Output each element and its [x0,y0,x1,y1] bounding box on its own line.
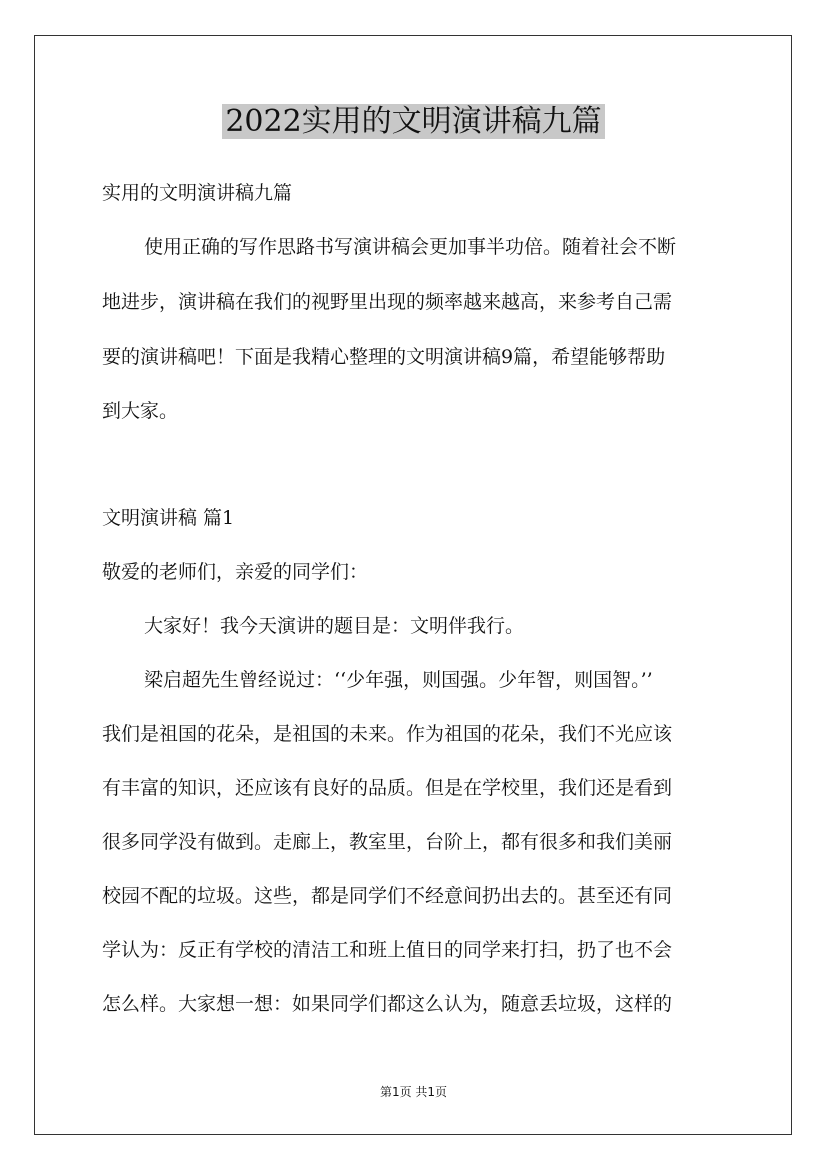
intro-line-2: 地进步，演讲稿在我们的视野里出现的频率越来越高，来参考自己需 [102,291,673,313]
body-line-6: 学认为：反正有学校的清洁工和班上值日的同学来打扫，扔了也不会 [102,939,673,961]
intro-line-1: 使用正确的写作思路书写演讲稿会更加事半功倍。随着社会不断 [144,236,677,258]
intro-line-4: 到大家。 [102,400,179,422]
intro-line-3: 要的演讲稿吧！下面是我精心整理的文明演讲稿9篇，希望能够帮助 [102,346,666,368]
body-line-5: 校园不配的垃圾。这些，都是同学们不经意间扔出去的。甚至还有同 [102,885,673,907]
document-title-text: 2022实用的文明演讲稿九篇 [222,104,604,139]
body-line-3: 有丰富的知识，还应该有良好的品质。但是在学校里，我们还是看到 [102,777,673,799]
document-subtitle: 实用的文明演讲稿九篇 [102,182,293,204]
greeting-line: 敬爱的老师们，亲爱的同学们： [102,561,369,583]
body-line-1: 梁启超先生曾经说过：‘‘少年强，则国强。少年智，则国智。’’ [144,669,653,691]
opening-line: 大家好！我今天演讲的题目是：文明伴我行。 [144,615,525,637]
body-line-4: 很多同学没有做到。走廊上，教室里，台阶上，都有很多和我们美丽 [102,831,673,853]
body-line-2: 我们是祖国的花朵，是祖国的未来。作为祖国的花朵，我们不光应该 [102,723,673,745]
section-heading: 文明演讲稿 篇1 [102,507,235,529]
body-line-7: 怎么样。大家想一想：如果同学们都这么认为，随意丢垃圾，这样的 [102,993,673,1015]
document-title [0,100,827,144]
page-number-footer: 第1页 共1页 [379,1085,448,1099]
